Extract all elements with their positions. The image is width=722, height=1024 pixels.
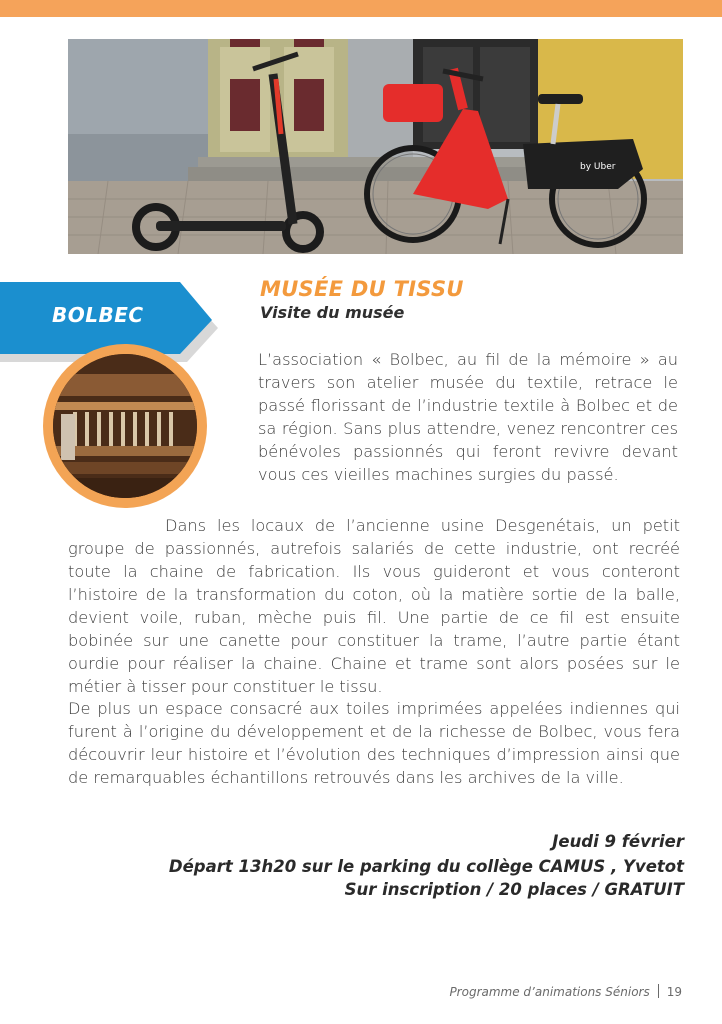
loom-photo xyxy=(53,354,197,498)
ebike-brand-label: by Uber xyxy=(580,162,616,172)
header-photo xyxy=(68,39,683,254)
event-date: Jeudi 9 février xyxy=(552,832,684,851)
indiennes-paragraph: De plus un espace consacré aux toiles imprimées appelées indiennes qui furent à l’origine du développement et de la richesse de Bolbec, vous fera découvrir leur histoire et l’évolution des techniques d’impression ainsi que de remarquables échantillons retrouvés dans les archives de la ville. xyxy=(68,699,680,787)
event-departure: Départ 13h20 sur le parking du collège CAMUS , Yvetot xyxy=(168,857,684,876)
scooter-bike-photo xyxy=(68,39,683,254)
event-registration: Sur inscription / 20 places / GRATUIT xyxy=(344,880,684,899)
footer-label: Programme d’animations Séniors xyxy=(449,985,650,999)
footer-separator xyxy=(658,984,659,998)
top-accent-bar xyxy=(0,0,722,17)
page-footer xyxy=(449,984,682,999)
description-paragraph: Dans les locaux de l’ancienne usine Desgenétais, un petit groupe de passionnés, autrefois salariés de cette industrie, ont recréé toute la chaine de fabrication. Ils vous guideront et vous conteront l’histoire de la transformation du coton, où la matière sortie de la balle, devient voile, ruban, mèche puis fil. Une partie de ce fil est ensuite bobinée sur une canette pour constituer la trame, l’autre partie étant ourdie pour réaliser la chaine. Chaine et trame sont alors posées sur le métier à tisser pour constituer le tissu. xyxy=(68,516,680,696)
event-title: MUSÉE DU TISSU xyxy=(260,277,464,301)
location-tag-label: BOLBEC xyxy=(52,303,144,327)
intro-paragraph: L’association « Bolbec, au fil de la mémoire » au travers son atelier musée du textile, retrace le passé florissant de l’industrie textile à Bolbec et de sa région. Sans plus attendre, venez rencontrer ces bénévoles passionnés qui feront revivre devant vous ces vieilles machines surgies du passé. xyxy=(258,350,678,484)
event-subtitle: Visite du musée xyxy=(260,303,405,322)
loom-photo-frame xyxy=(43,344,207,508)
page-number: 19 xyxy=(666,985,682,999)
